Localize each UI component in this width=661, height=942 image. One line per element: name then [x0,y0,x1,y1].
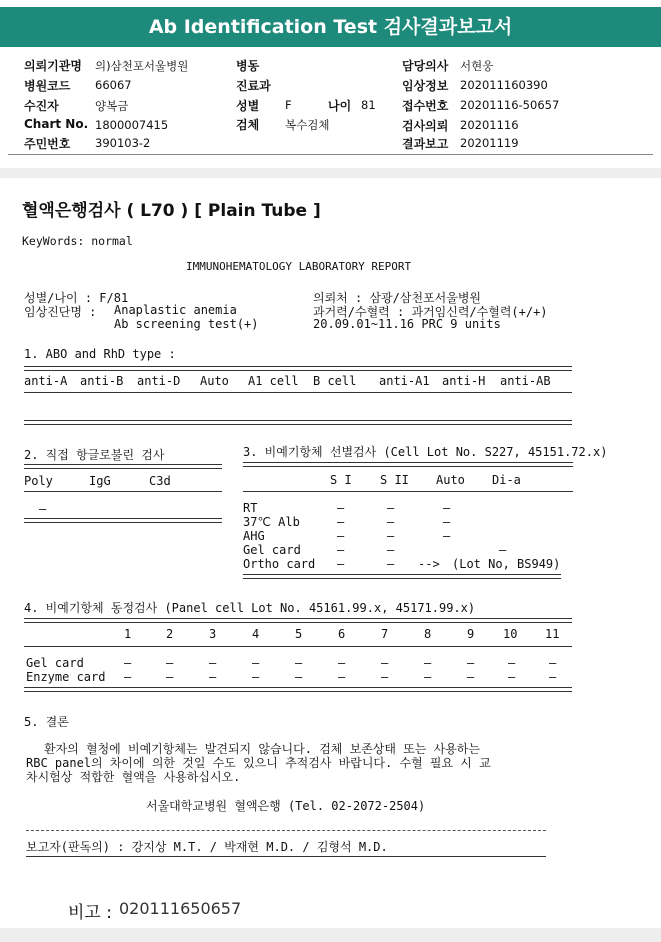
s4-cell: – [295,656,303,670]
history: 과거력/수혈력 : 과거임신력/수혈력(+/+) [313,305,548,319]
s4-col: 9 [467,627,475,641]
section3-title: 3. 비예기항체 선별검사 (Cell Lot No. S227, 45151.72.x) [243,445,608,459]
section3-bottom-rule [243,574,561,579]
s4-cell: – [338,656,346,670]
s3-cell: – [387,543,395,557]
s4-col: 3 [209,627,217,641]
label-age: 나이 [328,99,352,113]
test-title: 혈액은행검사 ( L70 ) [ Plain Tube ] [22,201,321,221]
diagnosis-2: Ab screening test(+) [114,317,259,331]
s3-cell: – [337,543,345,557]
s4-cell: – [166,656,174,670]
section5-title: 5. 결론 [24,715,69,729]
referrer: 의뢰처 : 삼광/삼천포서울병원 [313,291,482,305]
s3-cell: – [337,557,345,571]
conclusion-line-2: RBC panel의 차이에 의한 것일 수도 있으니 추적검사 바랍니다. 수혈 필요 시 교 [26,756,491,770]
s3-cell: – [337,529,345,543]
value-resident-no: 390103-2 [95,136,151,150]
s1-col-auto: Auto [200,374,229,388]
s4-cell: – [424,656,432,670]
reporter-line: 보고자(판독의) : 강지상 M.T. / 박재현 M.D. / 김형석 M.D. [26,840,388,854]
conclusion-line-1: 환자의 혈청에 비예기항체는 발견되지 않습니다. 검체 보존상태 또는 사용하는 [44,742,480,756]
s3-row-label: Ortho card [243,557,316,571]
value-request-date: 20201116 [460,118,519,132]
label-department: 진료과 [236,79,271,93]
reporter-top-rule [26,830,546,831]
s3-cell: – [387,515,395,529]
diagnosis-label: 임상진단명 : [24,305,97,319]
section2-bottom-rule [24,518,222,523]
s4-row-label: Enzyme card [26,670,106,684]
section3-top-rule [243,462,573,467]
s4-cell: – [252,656,260,670]
section3-mid-rule [243,491,573,492]
reporter-bottom-rule [26,856,546,857]
value-clinical-info: 202011160390 [460,78,548,92]
s3-ortho-lot: (Lot No, BS949) [452,557,561,571]
s3-cell: – [443,501,451,515]
s2-col-poly: Poly [24,474,53,488]
s1-col-anti-b: anti-B [80,374,124,388]
s3-row-label: 37℃ Alb [243,515,300,529]
value-report-date: 20201119 [460,136,519,150]
s4-cell: – [209,670,217,684]
s4-cell: – [166,670,174,684]
s4-cell: – [252,670,260,684]
value-specimen: 복수검체 [285,118,330,132]
s4-col: 6 [338,627,346,641]
value-receipt-no: 20201116-50657 [460,98,560,112]
remark-label: 비고 : [68,903,112,923]
s3-cell: – [387,501,395,515]
keywords: KeyWords: normal [22,234,133,248]
value-age: 81 [361,98,376,112]
s4-cell: – [381,656,389,670]
header-divider [8,154,653,155]
s3-col-s1: S I [330,473,352,487]
s4-col: 4 [252,627,260,641]
section1-mid-rule [24,392,572,393]
s1-col-a1-cell: A1 cell [248,374,299,388]
s4-cell: – [549,656,557,670]
value-chart-no: 1800007415 [95,118,169,132]
s4-cell: – [338,670,346,684]
label-request-date: 검사의뢰 [402,119,449,133]
label-institution: 의뢰기관명 [24,59,82,73]
s1-col-b-cell: B cell [313,374,357,388]
label-doctor: 담당의사 [402,59,449,73]
remark-value: 020111650657 [119,899,242,918]
value-institution: 의)삼천포서울병원 [95,59,189,73]
s4-cell: – [295,670,303,684]
section2-mid-rule [24,491,222,492]
label-specimen: 검체 [236,118,260,132]
section4-bottom-rule [24,687,572,692]
label-clinical-info: 임상정보 [402,79,449,93]
value-doctor: 서현웅 [460,59,494,73]
s4-cell: – [124,656,132,670]
s3-row-label: Gel card [243,543,301,557]
s4-col: 2 [166,627,174,641]
s1-col-anti-a1: anti-A1 [379,374,430,388]
s3-col-di-a: Di-a [492,473,521,487]
s3-cell: – [337,501,345,515]
section2-top-rule [24,464,222,469]
s1-col-anti-d: anti-D [137,374,181,388]
label-report-date: 결과보고 [402,137,449,151]
s3-cell: – [499,543,507,557]
s4-row-label: Gel card [26,656,84,670]
s4-cell: – [549,670,557,684]
blood-bank-contact: 서울대학교병원 혈액은행 (Tel. 02-2072-2504) [146,799,426,813]
value-patient: 양복금 [95,99,129,113]
s4-cell: – [381,670,389,684]
s4-cell: – [209,656,217,670]
s3-cell: – [443,515,451,529]
s3-cell: – [337,515,345,529]
s4-col: 5 [295,627,303,641]
value-sex: F [285,98,292,112]
s4-cell: – [467,656,475,670]
s4-col: 8 [424,627,432,641]
s3-col-s2: S II [380,473,409,487]
s3-col-auto: Auto [436,473,465,487]
section2-title: 2. 직접 항글로불린 검사 [24,448,165,462]
section-separator [0,168,661,178]
label-patient: 수진자 [24,99,59,113]
transfusion: 20.09.01~11.16 PRC 9 units [313,317,501,331]
s4-cell: – [424,670,432,684]
label-hospital-code: 병원코드 [24,79,71,93]
s2-col-igg: IgG [89,474,111,488]
s3-row-label: AHG [243,529,265,543]
s1-col-anti-a: anti-A [24,374,68,388]
label-ward: 병동 [236,59,260,73]
s4-col: 7 [381,627,389,641]
s3-cell: – [443,529,451,543]
s3-arrow: --> [418,557,440,571]
s2-value-poly: – [39,502,47,516]
label-resident-no: 주민번호 [24,137,71,151]
section4-title: 4. 비예기항체 동정검사 (Panel cell Lot No. 45161.99.x, 45171.99.x) [24,601,476,615]
s4-col: 10 [503,627,518,641]
s1-col-anti-h: anti-H [442,374,486,388]
value-hospital-code: 66067 [95,78,132,92]
s3-row-label: RT [243,501,258,515]
s4-cell: – [467,670,475,684]
label-sex: 성별 [236,99,260,113]
s1-col-anti-ab: anti-AB [500,374,551,388]
label-chart-no: Chart No. [24,117,89,131]
footer-strip [0,928,661,942]
section1-title: 1. ABO and RhD type : [24,347,176,361]
sex-age: 성별/나이 : F/81 [24,291,129,305]
section1-bottom-rule [24,420,572,425]
s4-col: 1 [124,627,132,641]
label-receipt-no: 접수번호 [402,99,449,113]
s4-cell: – [508,656,516,670]
report-title-banner: Ab Identification Test 검사결과보고서 [148,16,513,38]
s4-col: 11 [545,627,560,641]
diagnosis-1: Anaplastic anemia [114,303,237,317]
s2-col-c3d: C3d [149,474,171,488]
conclusion-line-3: 차시험상 적합한 혈액을 사용하십시오. [26,770,241,784]
s3-cell: – [387,557,395,571]
s3-cell: – [387,529,395,543]
section4-top-rule [24,618,572,623]
section1-top-rule [24,366,572,371]
section4-mid-rule [24,646,572,647]
s4-cell: – [124,670,132,684]
s4-cell: – [508,670,516,684]
lab-report-title: IMMUNOHEMATOLOGY LABORATORY REPORT [186,260,412,273]
